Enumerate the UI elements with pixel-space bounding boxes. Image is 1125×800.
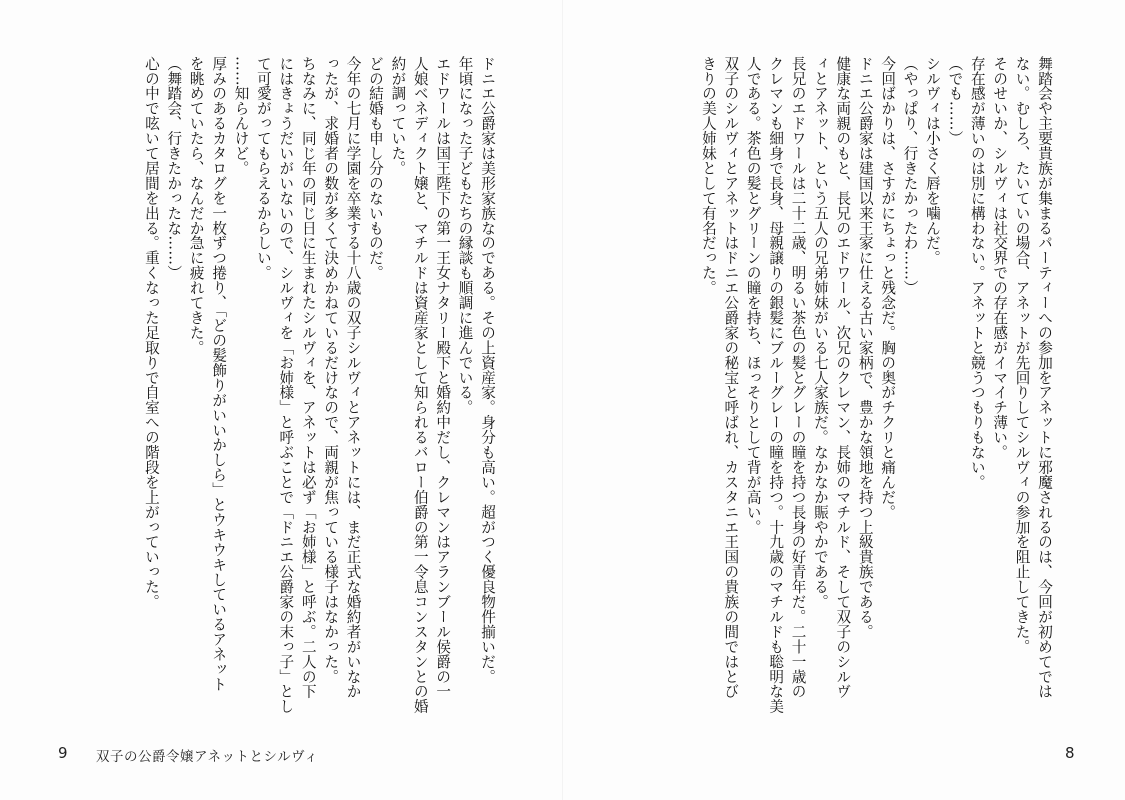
right-page <box>563 0 1125 800</box>
text-line: 長兄のエドワールは二十二歳、明るい茶色の髪とグレーの瞳を持つ長身の好青年だ。二十一歳の <box>789 56 807 699</box>
text-line: （舞踏会、行きたかったな……） <box>165 56 183 281</box>
text-line: ……知らんけど。 <box>232 56 250 176</box>
text-line: ィとアネット、という五人の兄弟姉妹がいる七人家族だ。なかなか賑やかである。 <box>811 56 829 610</box>
text-line: ドニエ公爵家は建国以来王家に仕える古い家柄で、豊かな領地を持つ上級貴族である。 <box>856 56 874 640</box>
left-page <box>0 0 562 800</box>
text-line: 存在感が薄いのは別に構わない。アネットと競うつもりもない。 <box>968 56 986 490</box>
text-line: ったが、求婚者の数が多くて決めかねているだけなので、両親が焦っている様子はなかった。 <box>322 56 340 684</box>
text-line: 双子のシルヴィとアネットはドニエ公爵家の秘宝と呼ばれ、カスタニエ王国の貴族の間ではとび <box>722 56 740 699</box>
left-page-body <box>140 56 499 756</box>
right-page-number: 8 <box>1065 744 1075 762</box>
text-line: （でも……） <box>946 56 964 146</box>
text-line: 今回ばかりは、さすがにちょっと残念だ。胸の奥がチクリと痛んだ。 <box>879 56 897 520</box>
right-page-body <box>697 56 1056 756</box>
text-line: きりの美人姉妹として有名だった。 <box>699 56 717 296</box>
text-line: 約が調っていた。 <box>389 56 407 176</box>
text-line: ドニエ公爵家は美形家族なのである。その上資産家。身分も高い。超がつく優良物件揃いだ。 <box>479 56 496 684</box>
text-line: を眺めていたら、なんだか急に疲れてきた。 <box>187 56 205 355</box>
text-line: ちなみに、同じ年の同じ日に生まれたシルヴィを、アネットは必ず「お姉様」と呼ぶ。二人の下 <box>299 56 317 699</box>
text-line: にはきょうだいがいないので、シルヴィを「お姉様」と呼ぶことで「ドニエ公爵家の末っ子」とし <box>277 56 295 714</box>
running-title: 双子の公爵令嬢アネットとシルヴィ <box>96 749 319 765</box>
text-line: 年頃になった子どもたちの縁談も順調に進んでいる。 <box>456 56 474 415</box>
text-line: シルヴィは小さく唇を噛んだ。 <box>923 56 941 266</box>
text-line: 厚みのあるカタログを一枚ずつ捲り、「どの髪飾りがいいかしら」とウキウキしているアネット <box>210 56 228 692</box>
left-page-number: 9 <box>58 744 68 762</box>
text-line: 人である。茶色の髪とグリーンの瞳を持ち、ほっそりとして背が高い。 <box>744 56 762 535</box>
text-line: て可愛がってもらえるからしい。 <box>254 56 272 281</box>
text-line: 今年の七月に学園を卒業する十八歳の双子シルヴィとアネットには、まだ正式な婚約者がいなか <box>344 56 362 699</box>
text-line: クレマンも細身で長身、母親譲りの銀髪にブルーグレーの瞳を持つ。十九歳のマチルドも聡明な美 <box>767 56 785 714</box>
text-line: エドワールは国王陛下の第一王女ナタリー殿下と婚約中だし、クレマンはアランブール侯爵の一 <box>434 56 452 699</box>
text-line: 心の中で呟いて居間を出る。重くなった足取りで自室への階段を上がっていった。 <box>142 56 160 610</box>
text-line: 舞踏会や主要貴族が集まるパーティーへの参加をアネットに邪魔されるのは、今回が初めてでは <box>1036 56 1053 699</box>
text-line: ない。むしろ、たいていの場合、アネットが先回りしてシルヴィの参加を阻止してきた。 <box>1013 56 1031 654</box>
text-line: 健康な両親のもと、長兄のエドワール、次兄のクレマン、長姉のマチルド、そして双子のシルヴ <box>834 56 852 699</box>
text-line: 人娘ベネディクト嬢と、マチルドは資産家として知られるバロー伯爵の第一令息コンスタンとの婚 <box>411 56 429 714</box>
text-line: どの結婚も申し分のないものだ。 <box>366 56 384 281</box>
text-line: そのせいか、シルヴィは社交界での存在感がイマイチ薄い。 <box>991 56 1009 460</box>
text-line: （やっぱり、行きたかったわ……） <box>901 56 919 296</box>
